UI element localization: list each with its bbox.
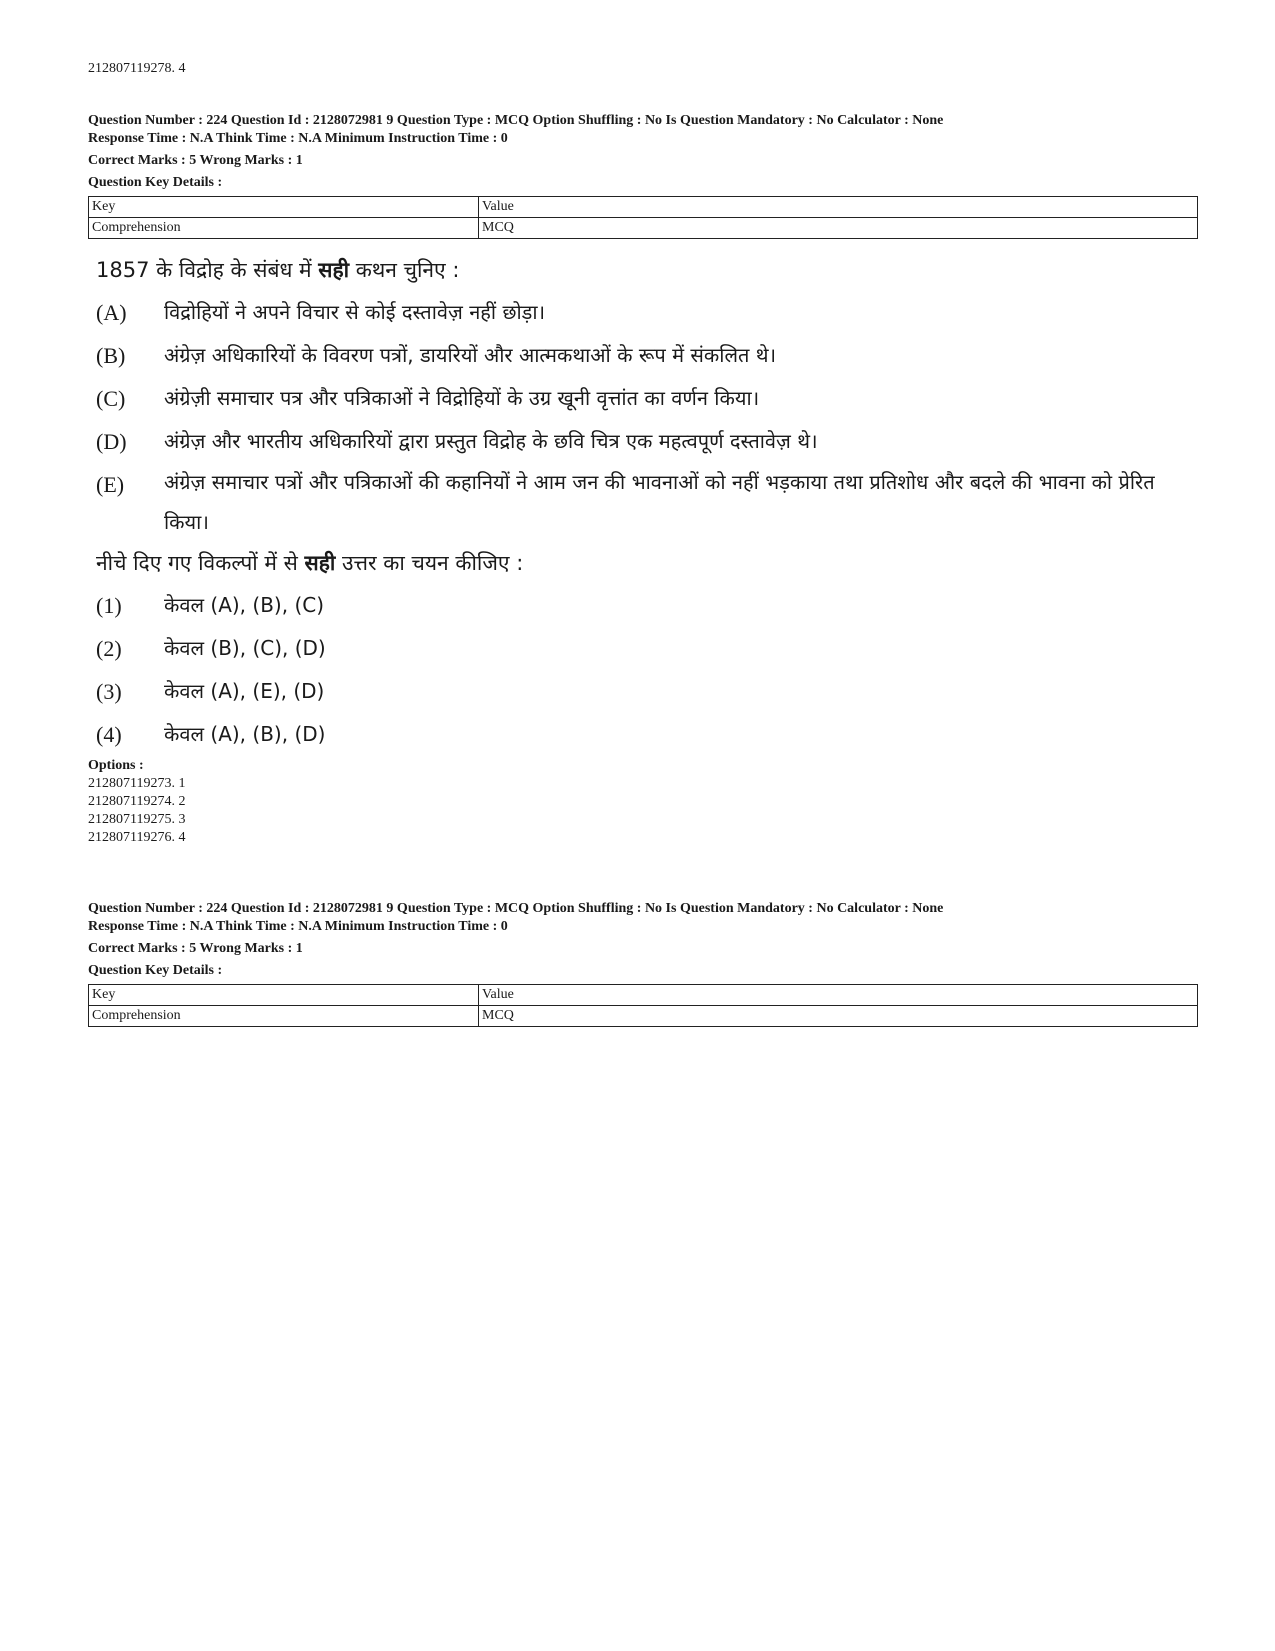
question-meta-block <box>88 112 1198 239</box>
option-id: 212807119275. 3 <box>88 812 186 827</box>
key-details-table <box>88 984 1198 1027</box>
table-row <box>89 218 1198 239</box>
options-list <box>88 757 185 847</box>
choose-emphasis: सही <box>304 551 336 575</box>
options-label: Options : <box>88 758 144 773</box>
statement-text: विद्रोहियों ने अपने विचार से कोई दस्तावेज़ नहीं छोड़ा। <box>164 300 546 324</box>
option-id: 212807119274. 2 <box>88 794 186 809</box>
choice-3 <box>96 669 1206 715</box>
statement-b <box>96 333 1206 379</box>
statement-a <box>96 290 1206 336</box>
meta-line-1: Question Number : 224 Question Id : 2128072981 9 Question Type : MCQ Option Shuffling : No Is Question Mandatory : No Calculator : None <box>88 901 944 916</box>
prompt-emphasis: सही <box>318 258 350 282</box>
choose-text: नीचे दिए गए विकल्पों में से <box>96 551 305 575</box>
statement-text: अंग्रेज़ अधिकारियों के विवरण पत्रों, डायरियों और आत्मकथाओं के रूप में संकलित थे। <box>164 343 777 367</box>
choice-text: केवल (A), (B), (C) <box>164 593 325 617</box>
table-cell: Value <box>479 985 1198 1006</box>
prompt-text: 1857 के विद्रोह के संबंध में <box>96 258 319 282</box>
key-details-label: Question Key Details : <box>88 175 223 190</box>
table-cell: Comprehension <box>89 1006 479 1027</box>
table-cell: MCQ <box>479 1006 1198 1027</box>
marks-line: Correct Marks : 5 Wrong Marks : 1 <box>88 153 303 168</box>
statement-text: अंग्रेज़ी समाचार पत्र और पत्रिकाओं ने विद्रोहियों के उग्र खूनी वृत्तांत का वर्णन किया। <box>164 386 760 410</box>
table-cell: Key <box>89 197 479 218</box>
statement-label: (B) <box>96 343 126 368</box>
statement-d <box>96 419 1206 465</box>
question-prompt <box>96 255 1206 285</box>
choice-text: केवल (A), (E), (D) <box>164 679 325 703</box>
choice-label: (1) <box>96 593 122 618</box>
statement-text: अंग्रेज़ समाचार पत्रों और पत्रिकाओं की कहानियों ने आम जन की भावनाओं को नहीं भड़काया तथा प्रतिशोध और बदले की भावना को प्रेरित किया। <box>164 470 1155 534</box>
table-cell: MCQ <box>479 218 1198 239</box>
table-cell: Value <box>479 197 1198 218</box>
document-id: 212807119278. 4 <box>88 61 186 76</box>
statement-label: (C) <box>96 386 126 411</box>
choice-text: केवल (B), (C), (D) <box>164 636 326 660</box>
choice-4 <box>96 712 1206 758</box>
choice-2 <box>96 626 1206 672</box>
choice-label: (4) <box>96 722 122 747</box>
statement-label: (E) <box>96 472 125 497</box>
choice-1 <box>96 583 1206 629</box>
key-details-table <box>88 196 1198 239</box>
statement-c <box>96 376 1206 422</box>
table-cell: Comprehension <box>89 218 479 239</box>
meta-line-2: Response Time : N.A Think Time : N.A Minimum Instruction Time : 0 <box>88 131 508 146</box>
option-id: 212807119273. 1 <box>88 776 186 791</box>
marks-line: Correct Marks : 5 Wrong Marks : 1 <box>88 941 303 956</box>
key-details-label: Question Key Details : <box>88 963 223 978</box>
table-row <box>89 1006 1198 1027</box>
meta-line-2: Response Time : N.A Think Time : N.A Minimum Instruction Time : 0 <box>88 919 508 934</box>
meta-line-1: Question Number : 224 Question Id : 2128072981 9 Question Type : MCQ Option Shuffling : No Is Question Mandatory : No Calculator : None <box>88 113 944 128</box>
statement-e <box>96 462 1206 542</box>
table-header-row <box>89 985 1198 1006</box>
option-id: 212807119276. 4 <box>88 830 186 845</box>
choice-label: (2) <box>96 636 122 661</box>
question-meta-block-2 <box>88 900 1198 1027</box>
statement-label: (A) <box>96 300 127 325</box>
statement-text: अंग्रेज़ और भारतीय अधिकारियों द्वारा प्रस्तुत विद्रोह के छवि चित्र एक महत्वपूर्ण दस्तावेज़ थे। <box>164 429 818 453</box>
choose-text: उत्तर का चयन कीजिए : <box>335 551 524 575</box>
choice-label: (3) <box>96 679 122 704</box>
choose-instruction <box>96 548 1206 578</box>
choice-text: केवल (A), (B), (D) <box>164 722 326 746</box>
table-cell: Key <box>89 985 479 1006</box>
table-header-row <box>89 197 1198 218</box>
statement-label: (D) <box>96 429 127 454</box>
prompt-text: कथन चुनिए : <box>349 258 460 282</box>
